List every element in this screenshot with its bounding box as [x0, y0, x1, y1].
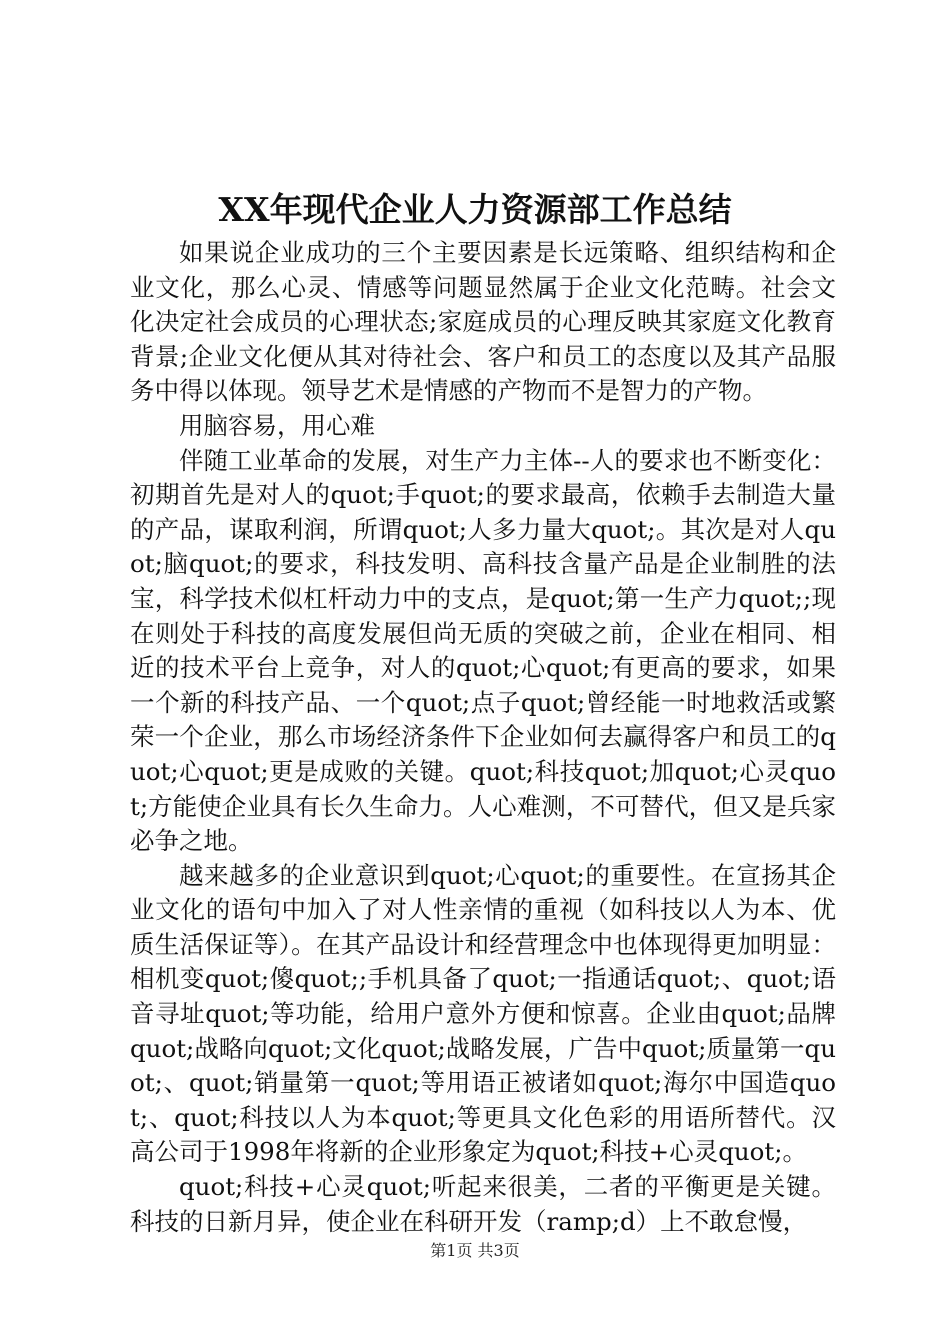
- document-title: XX年现代企业人力资源部工作总结: [218, 190, 732, 229]
- paragraph-heart-importance: 越来越多的企业意识到quot;心quot;的重要性。在宣扬其企业文化的语句中加入了对人性亲情的重视（如科技以人为本、优质生活保证等）。在其产品设计和经营理念中也体现得更加明显：相机变quot;傻quot;;手机具备了quot;一指通话quot;、quot;语音寻址quot;等功能，给用户意外方便和惊喜。企业由quot;品牌quot;战略向quot;文化quot;战略发展，广告中quot;质量第一quot;、quot;销量第一quot;等用语正被诸如quot;海尔中国造quot;、quot;科技以人为本quot;等更具文化色彩的用语所替代。汉高公司于1998年将新的企业形象定为quot;科技+心灵quot;。: [130, 860, 836, 1167]
- paragraph-tech-and-heart: quot;科技+心灵quot;听起来很美，二者的平衡更是关键。科技的日新月异，使企业在科研开发（ramp;d）上不敢怠慢，: [130, 1172, 836, 1236]
- paragraph-intro: 如果说企业成功的三个主要因素是长远策略、组织结构和企业文化，那么心灵、情感等问题显然属于企业文化范畴。社会文化决定社会成员的心理状态;家庭成员的心理反映其家庭文化教育背景;企业文化便从其对待社会、客户和员工的态度以及其产品服务中得以体现。领导艺术是情感的产物而不是智力的产物。: [130, 238, 836, 406]
- page-footer: 第1页 共3页: [430, 1241, 520, 1260]
- paragraph-industrial-revolution: 伴随工业革命的发展，对生产力主体--人的要求也不断变化：初期首先是对人的quot;手quot;的要求最高，依赖手去制造大量的产品，谋取利润，所谓quot;人多力量大quot;。其次是对人quot;脑quot;的要求，科技发明、高科技含量产品是企业制胜的法宝，科学技术似杠杆动力中的支点，是quot;第一生产力quot;;现在则处于科技的高度发展但尚无质的突破之前，企业在相同、相近的技术平台上竞争，对人的quot;心quot;有更高的要求，如果一个新的科技产品、一个quot;点子quot;曾经能一时地救活或繁荣一个企业，那么市场经济条件下企业如何去赢得客户和员工的quot;心quot;更是成败的关键。quot;科技quot;加quot;心灵quot;方能使企业具有长久生命力。人心难测，不可替代，但又是兵家必争之地。: [130, 445, 836, 856]
- section-heading: 用脑容易，用心难: [179, 410, 375, 440]
- document-body: [130, 236, 836, 1239]
